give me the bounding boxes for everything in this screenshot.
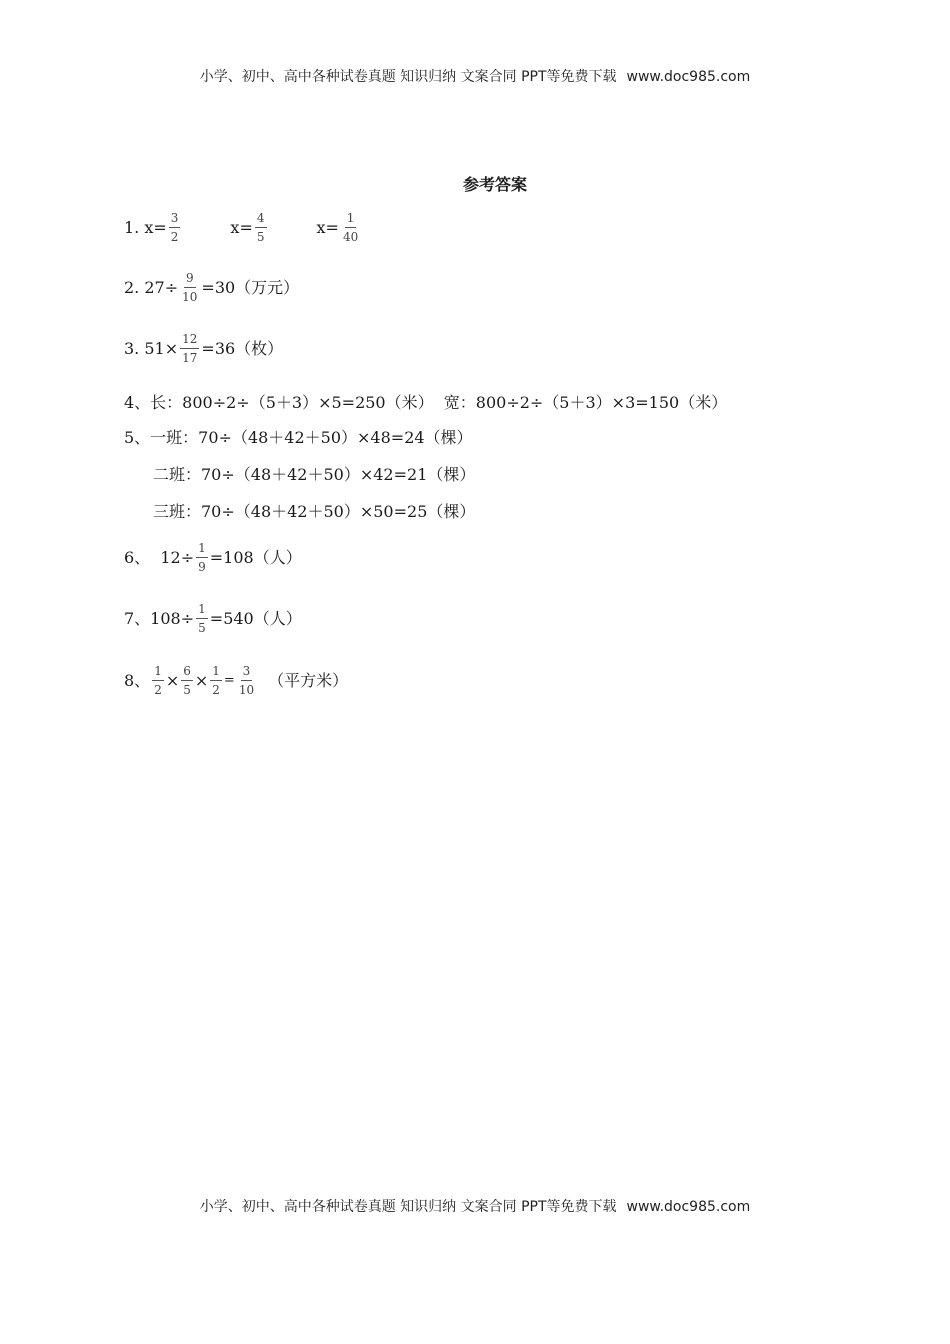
fraction: $\frac{6}{5}$: [183, 664, 191, 697]
answer-2: [124, 271, 299, 304]
fraction: $\frac{3}{10}$: [238, 664, 255, 697]
page-footer: [0, 1196, 950, 1216]
fraction: $\frac{1}{2}$: [154, 664, 162, 697]
fraction: $\frac{1}{2}$: [212, 664, 220, 697]
answer-1-x2: x=: [230, 217, 253, 237]
fraction: $\frac{1}{9}$: [198, 541, 206, 574]
answer-5: [124, 428, 473, 448]
answer-1: [124, 211, 362, 244]
fraction: $\frac{9}{10}$: [182, 271, 198, 304]
times-sign: ×: [165, 670, 180, 690]
footer-text: 小学、初中、高中各种试卷真题 知识归纳 文案合同 PPT等免费下载: [199, 1199, 617, 1215]
answer-5-line1: 5、一班：70÷（48＋42＋50）×48=24（棵）: [124, 428, 473, 447]
answer-6: [124, 541, 302, 574]
answer-6-suffix: =108（人）: [209, 547, 302, 567]
answer-6-prefix: 6、 12÷: [124, 547, 195, 567]
answer-7-suffix: =540（人）: [209, 608, 302, 628]
fraction: $\frac{1}{40}$: [342, 211, 359, 244]
page-title: 参考答案: [462, 175, 527, 194]
footer-url[interactable]: www.doc985.com: [626, 1199, 751, 1215]
answer-3-prefix: 3. 51×: [124, 338, 179, 358]
answer-7-prefix: 7、108÷: [124, 608, 195, 628]
fraction: $\frac{12}{17}$: [182, 332, 198, 365]
answer-4: [124, 393, 727, 413]
answer-2-prefix: 2. 27÷: [124, 277, 179, 297]
fraction: $\frac{1}{5}$: [198, 602, 206, 635]
answer-1-prefix: 1. x=: [124, 217, 167, 237]
answer-8-prefix: 8、: [124, 670, 151, 690]
answer-5-line3: 三班：70÷（48＋42＋50）×50=25（棵）: [153, 502, 476, 521]
header-text: 小学、初中、高中各种试卷真题 知识归纳 文案合同 PPT等免费下载: [199, 69, 617, 85]
answer-3: [124, 332, 283, 365]
fraction: $\frac{4}{5}$: [256, 211, 265, 244]
answer-1-x3: x=: [316, 217, 339, 237]
answer-3-suffix: =36（枚）: [201, 338, 284, 358]
times-sign: ×: [194, 670, 209, 690]
fraction: $\frac{3}{2}$: [170, 211, 179, 244]
page-header: [0, 66, 950, 86]
header-url[interactable]: www.doc985.com: [626, 69, 751, 85]
answer-5-line2: 二班：70÷（48＋42＋50）×42=21（棵）: [153, 465, 476, 484]
answer-8: [124, 664, 348, 697]
answer-8-suffix: （平方米）: [268, 670, 349, 690]
answer-7: [124, 602, 302, 635]
equals-sign: =: [223, 672, 235, 688]
answer-4-text: 4、长：800÷2÷（5＋3）×5=250（米） 宽：800÷2÷（5＋3）×3=150（米）: [124, 393, 728, 412]
answer-2-suffix: =30（万元）: [201, 277, 300, 297]
